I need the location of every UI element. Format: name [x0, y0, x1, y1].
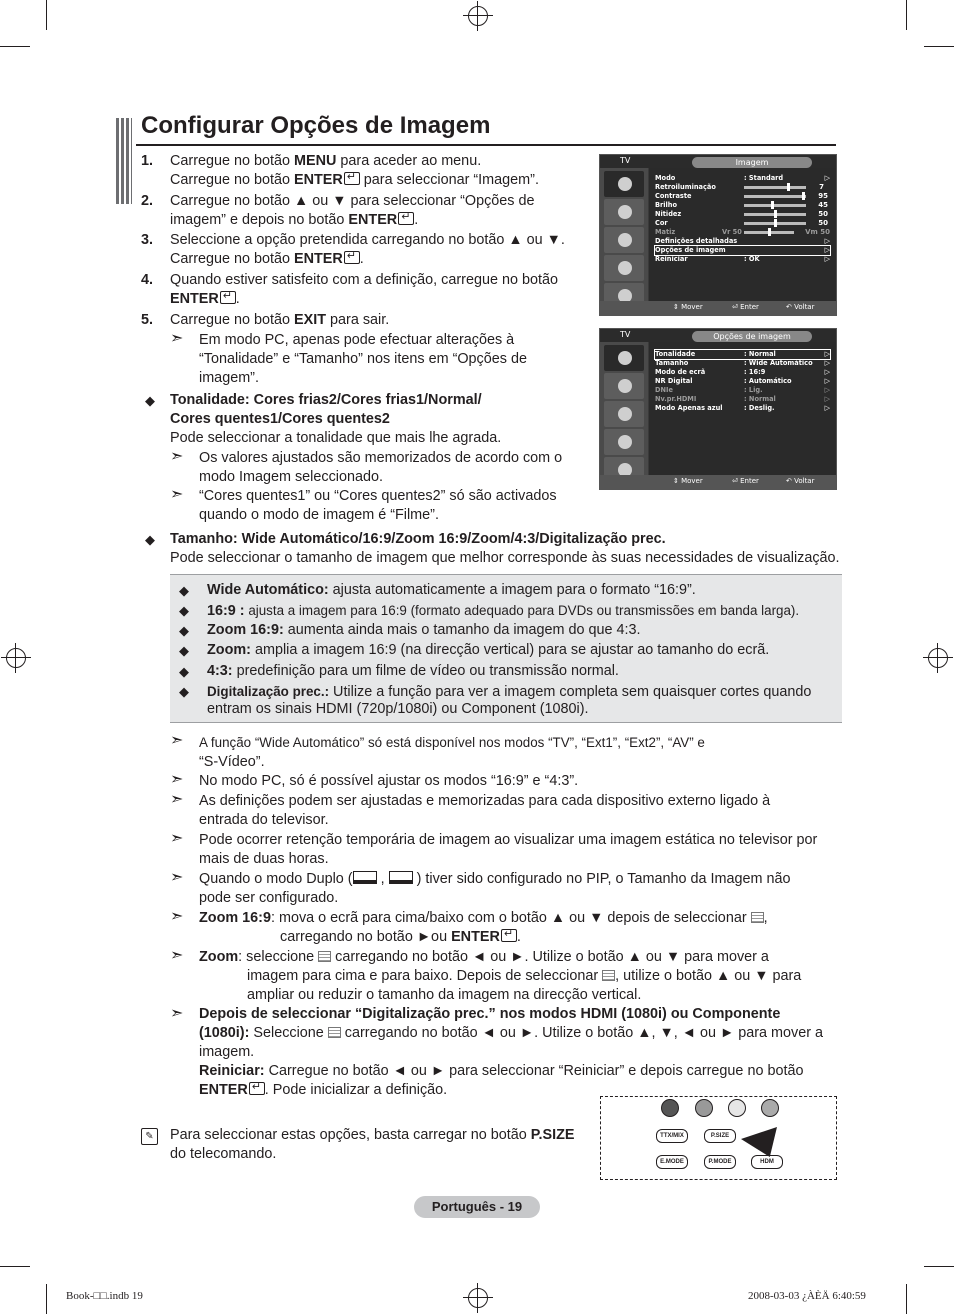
note-arrow-icon: ➣ — [170, 330, 184, 347]
back-hint: ↶ Voltar — [786, 477, 815, 485]
bullet-diamond-icon: ◆ — [179, 684, 189, 699]
setup-icon[interactable] — [604, 429, 644, 455]
back-hint: ↶ Voltar — [786, 303, 815, 311]
enter-icon — [344, 172, 360, 185]
note-arrow-icon: ➣ — [170, 732, 184, 749]
p-mode-button[interactable]: P.MODE — [704, 1155, 736, 1169]
zoom-icon — [328, 1027, 341, 1038]
enter-icon — [344, 251, 360, 264]
osd-menu-opcoes-imagem — [599, 328, 837, 490]
tonalidade-note-1: Os valores ajustados são memorizados de acordo com o modo Imagem seleccionado. — [199, 450, 563, 485]
crop-mark — [924, 46, 954, 47]
registration-mark-icon — [928, 648, 948, 668]
bullet-diamond-icon: ◆ — [179, 583, 189, 598]
crop-mark — [924, 1266, 954, 1267]
bullet-diamond-icon: ◆ — [179, 623, 189, 638]
bullet-diamond-icon: ◆ — [179, 603, 189, 618]
memo-icon: ✎ — [141, 1128, 158, 1145]
size-option: 4:3: predefinição para um filme de vídeo ou transmissão normal. — [207, 663, 619, 679]
remote-control-illustration — [600, 1096, 837, 1180]
osd-row[interactable]: Definições detalhadas ▷ — [655, 237, 830, 245]
registration-mark-icon — [6, 648, 26, 668]
hdmi-button[interactable]: HDM — [751, 1155, 783, 1169]
enter-icon — [501, 929, 517, 942]
osd-title: Imagem — [692, 157, 812, 168]
osd-menu-imagem — [599, 154, 837, 316]
osd-row[interactable]: Modo : Standard ▷ — [655, 174, 830, 182]
enter-icon — [249, 1082, 265, 1095]
setup-icon[interactable] — [604, 255, 644, 281]
osd-row[interactable]: Nitidez 50 — [655, 210, 828, 218]
note-zoom169: Zoom 16:9: mova o ecrã para cima/baixo com o botão ▲ ou ▼ depois de seleccionar , carregando no botão ►ou ENTER↵ . — [199, 909, 839, 947]
osd-row-selected[interactable]: Opções de imagem ▷ — [655, 246, 830, 254]
green-button[interactable] — [695, 1099, 713, 1117]
print-date-info: 2008-03-03 ¿ÀÈÄ 6:40:59 — [748, 1290, 866, 1302]
bullet-diamond-icon: ◆ — [179, 643, 189, 658]
size-option: Zoom 16:9: aumenta ainda mais o tamanho da imagem do que 4:3. — [207, 622, 641, 638]
size-option: Wide Automático: ajusta automaticamente a imagem para o formato “16:9”. — [207, 582, 696, 598]
pip-double-icon — [389, 871, 413, 884]
zoom-icon — [751, 912, 764, 923]
sound-icon[interactable] — [604, 199, 644, 225]
osd-sidebar — [600, 168, 648, 301]
crop-mark — [0, 1266, 30, 1267]
channel-icon[interactable] — [604, 401, 644, 427]
picture-icon[interactable] — [604, 171, 644, 197]
note-arrow-icon: ➣ — [170, 947, 184, 964]
bullet-diamond-icon: ◆ — [145, 532, 155, 547]
size-option: 16:9 : ajusta a imagem para 16:9 (formato adequado para DVDs ou transmissões em banda larga). — [207, 603, 800, 619]
tonalidade-section: Tonalidade: Cores frias2/Cores frias1/Normal/ Cores quentes1/Cores quentes2 Pode seleccionar a tonalidade que mais lhe agrada. — [170, 392, 502, 446]
print-file-info: Book-□□.indb 19 — [66, 1290, 143, 1302]
zoom-icon — [602, 970, 615, 981]
step-4: Quando estiver satisfeito com a definição, carregue no botão ENTER↵ . — [170, 271, 580, 309]
pip-double-icon — [353, 871, 377, 884]
yellow-button[interactable] — [728, 1099, 746, 1117]
osd-footer — [600, 475, 836, 489]
size-option: Digitalização prec.: Utilize a função para ver a imagem completa sem quaisquer cortes quando entram os sinais HDMI (720p/1080i) ou Component (1080i). — [207, 684, 812, 717]
note: Quando o modo Duplo ( , ) tiver sido configurado no PIP, o Tamanho da Imagem não pode ser configurado. — [199, 871, 791, 906]
osd-row[interactable]: Reiniciar : OK ▷ — [655, 255, 830, 263]
step-number: 4. — [141, 272, 154, 288]
move-hint: ⇕ Mover — [673, 477, 703, 485]
osd-title: Opções de imagem — [692, 331, 812, 342]
tonalidade-note-2: “Cores quentes1” ou “Cores quentes2” só são activados quando o modo de imagem é “Filme”. — [199, 488, 557, 523]
enter-icon — [220, 291, 236, 304]
enter-icon — [398, 212, 414, 225]
step-3: Seleccione a opção pretendida carregando no botão ▲ ou ▼. Carregue no botão ENTER↵ . — [170, 231, 580, 269]
note: Pode ocorrer retenção temporária de imagem ao visualizar uma imagem estática no televisor por mais de duas horas. — [199, 832, 818, 867]
move-hint: ⇕ Mover — [673, 303, 703, 311]
note: A função “Wide Automático” só está disponível nos modos “TV”, “Ext1”, “Ext2”, “AV” e “S-Vídeo”. — [199, 735, 705, 770]
crop-mark — [906, 1284, 907, 1314]
osd-tv-label: TV — [620, 330, 631, 339]
osd-row[interactable]: Modo de ecrã : 16:9 ▷ — [655, 368, 830, 376]
step-number: 5. — [141, 312, 154, 328]
osd-row[interactable]: Tamanho : Wide Automático ▷ — [655, 359, 830, 367]
step-number: 2. — [141, 193, 154, 209]
enter-hint: ⏎ Enter — [732, 477, 759, 485]
blue-button[interactable] — [761, 1099, 779, 1117]
osd-row-selected[interactable]: Tonalidade : Normal ▷ — [655, 350, 830, 358]
title-underline — [136, 144, 836, 146]
ttx-mix-button[interactable]: TTX/MIX — [656, 1129, 688, 1143]
pointer-hand-icon — [741, 1127, 777, 1157]
page-number: Português - 19 — [414, 1196, 540, 1218]
note-digitalizacao: Depois de seleccionar “Digitalização prec.” nos modos HDMI (1080i) ou Componente (1080i): Seleccione carregando no botão ◄ ou ►. Utilize o botão ▲, ▼, ◄ ou ► para mover a imagem. Reiniciar: Carregue no botão ◄ ou ► para seleccionar “Reiniciar” e depois carregue no botão ENTER↵ . Pode inicializar a definição. — [199, 1005, 839, 1100]
note-pc: Em modo PC, apenas pode efectuar alterações à “Tonalidade” e “Tamanho” nos itens em “Opções de imagem”. — [199, 332, 527, 386]
note: No modo PC, só é possível ajustar os modos “16:9” e “4:3”. — [199, 773, 579, 789]
osd-row[interactable]: Retroiluminação 7 — [655, 183, 824, 191]
step-1: Carregue no botão MENU para aceder ao menu. Carregue no botão ENTER↵ para seleccionar “Imagem”. — [170, 152, 580, 190]
p-size-button[interactable]: P.SIZE — [704, 1129, 736, 1143]
note-arrow-icon: ➣ — [170, 830, 184, 847]
picture-icon[interactable] — [604, 345, 644, 371]
note-arrow-icon: ➣ — [170, 771, 184, 788]
osd-row[interactable]: Cor 50 — [655, 219, 828, 227]
note-arrow-icon: ➣ — [170, 791, 184, 808]
crop-mark — [46, 0, 47, 30]
osd-row[interactable]: Matiz Vr 50 Vm 50 — [655, 228, 830, 236]
zoom-icon — [318, 951, 331, 962]
enter-hint: ⏎ Enter — [732, 303, 759, 311]
psize-note: Para seleccionar estas opções, basta carregar no botão P.SIZE do telecomando. — [170, 1127, 575, 1162]
step-number: 3. — [141, 232, 154, 248]
note-arrow-icon: ➣ — [170, 1005, 184, 1022]
tamanho-section: Tamanho: Wide Automático/16:9/Zoom 16:9/Zoom/4:3/Digitalização prec. Pode seleccionar o tamanho de imagem que melhor corresponde às suas necessidades de visualização. — [170, 531, 840, 566]
step-number: 1. — [141, 153, 154, 169]
osd-row[interactable]: Contraste 95 — [655, 192, 828, 200]
osd-row[interactable]: DNIe : Lig. ▷ — [655, 386, 830, 394]
e-mode-button[interactable]: E.MODE — [656, 1155, 688, 1169]
osd-footer — [600, 301, 836, 315]
crop-mark — [46, 1284, 47, 1314]
registration-mark-icon — [468, 1288, 488, 1308]
note: As definições podem ser ajustadas e memorizadas para cada dispositivo externo ligado à entrada do televisor. — [199, 793, 771, 828]
osd-tv-label: TV — [620, 156, 631, 165]
note-arrow-icon: ➣ — [170, 486, 184, 503]
osd-row[interactable]: Brilho 45 — [655, 201, 828, 209]
osd-sidebar — [600, 342, 648, 475]
osd-row[interactable]: NR Digital : Automático ▷ — [655, 377, 830, 385]
note-zoom: Zoom: seleccione carregando no botão ◄ ou ►. Utilize o botão ▲ ou ▼ para mover a imagem para cima e para baixo. Depois de seleccionar , utilize o botão ▲ ou ▼ para ampliar ou reduzir o tamanho da imagem na direcção vertical. — [199, 949, 802, 1003]
registration-mark-icon — [468, 6, 488, 26]
size-option: Zoom: amplia a imagem 16:9 (na direcção vertical) para se ajustar ao tamanho do ecrã. — [207, 642, 770, 658]
bullet-diamond-icon: ◆ — [179, 664, 189, 679]
note-arrow-icon: ➣ — [170, 908, 184, 925]
crop-mark — [0, 46, 30, 47]
page-title: Configurar Opções de Imagem — [141, 112, 491, 139]
channel-icon[interactable] — [604, 227, 644, 253]
note-arrow-icon: ➣ — [170, 448, 184, 465]
sound-icon[interactable] — [604, 373, 644, 399]
note-arrow-icon: ➣ — [170, 869, 184, 886]
crop-mark — [906, 0, 907, 30]
red-button[interactable] — [661, 1099, 679, 1117]
title-decoration — [116, 118, 132, 204]
osd-row[interactable]: Modo Apenas azul : Deslig. ▷ — [655, 404, 830, 412]
bullet-diamond-icon: ◆ — [145, 393, 155, 408]
step-5: Carregue no botão EXIT para sair. — [170, 312, 390, 328]
osd-row[interactable]: Nv.pr.HDMI : Normal ▷ — [655, 395, 830, 403]
step-2: Carregue no botão ▲ ou ▼ para seleccionar “Opções de imagem” e depois no botão ENTER↵ . — [170, 192, 580, 230]
